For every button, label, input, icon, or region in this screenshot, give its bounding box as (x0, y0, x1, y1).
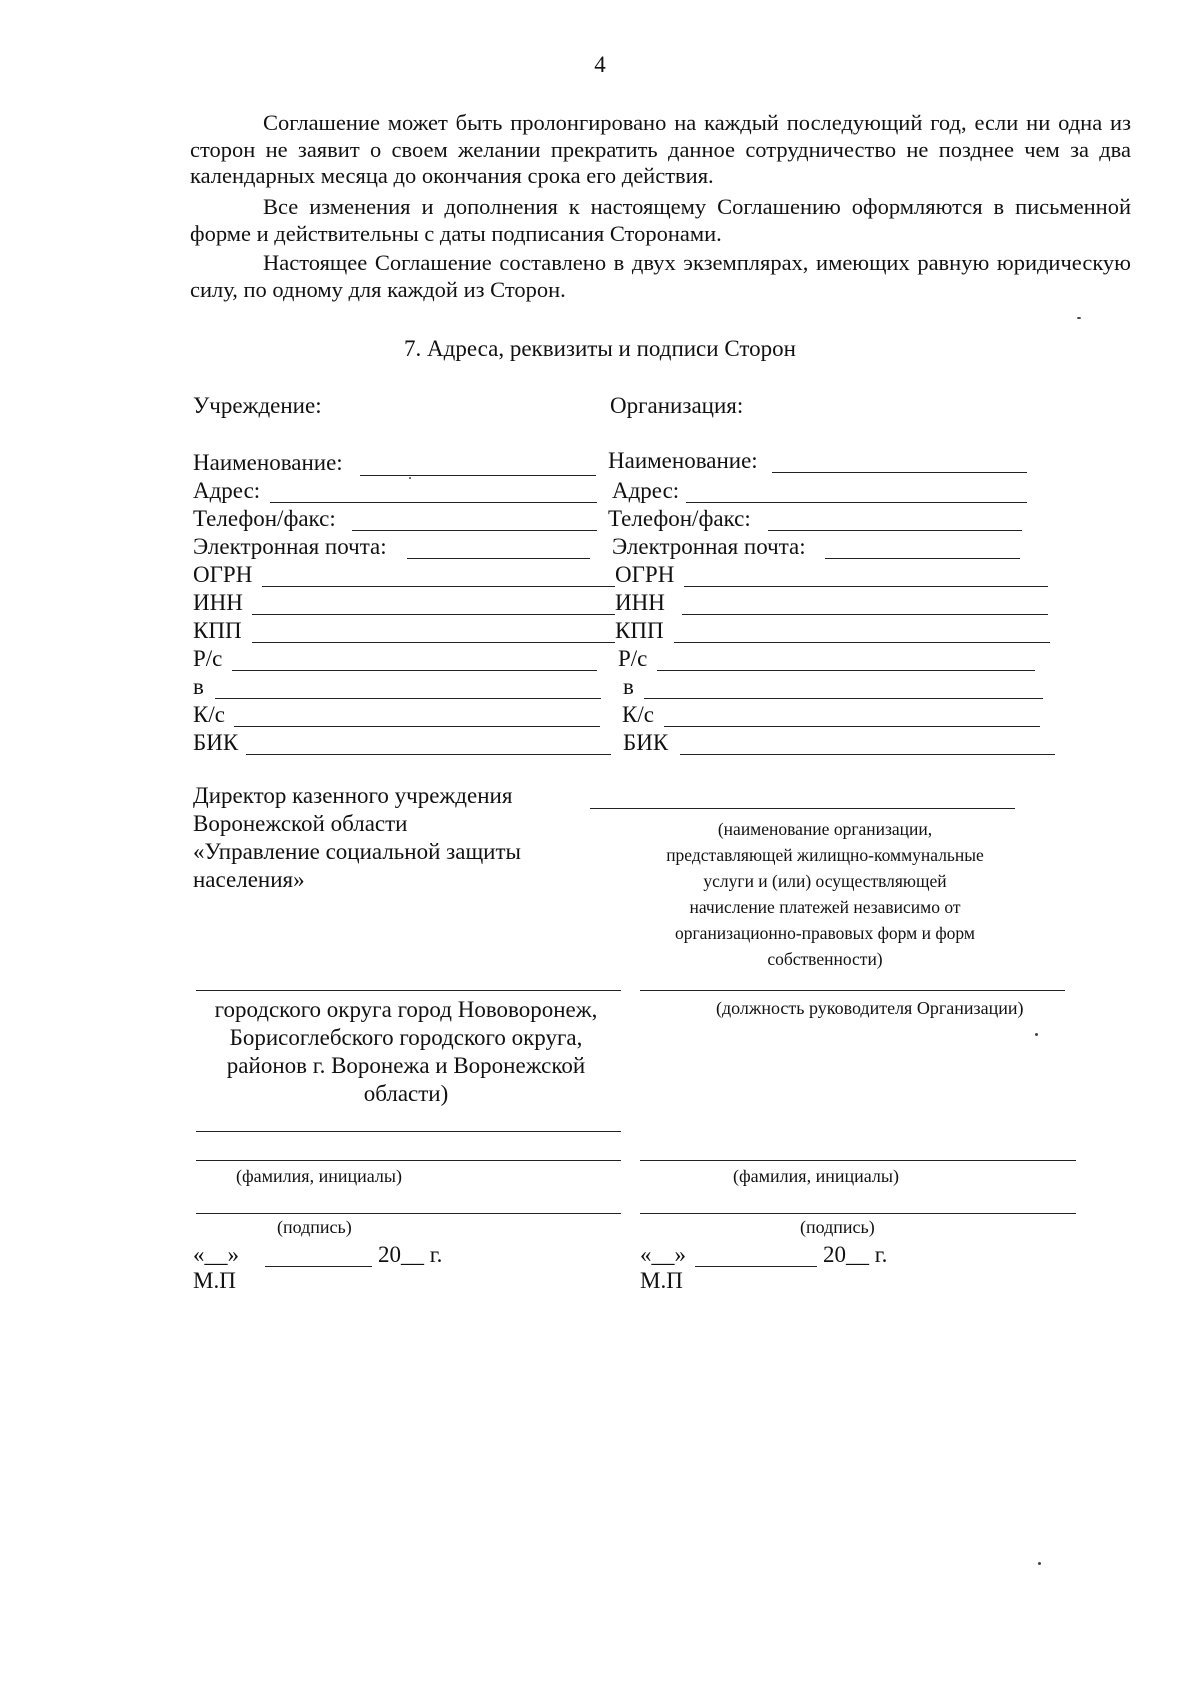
right-bank-line (644, 698, 1043, 699)
right-date-year: 20__ г. (823, 1242, 888, 1267)
page-number: 4 (594, 52, 606, 77)
right-date (640, 1242, 686, 1268)
right-kpp-line (674, 642, 1050, 643)
right-date-day: «__» (640, 1242, 686, 1267)
left-field-inn: ИНН (193, 590, 243, 615)
org-name-line (590, 808, 1015, 809)
left-director-block (193, 782, 521, 894)
left-address-line (270, 502, 597, 503)
org-name-caption (585, 816, 1065, 972)
org-caption-line-5: организационно-правовых форм и форм (675, 923, 975, 943)
right-field-bik: БИК (623, 730, 669, 755)
left-date (193, 1242, 239, 1268)
left-inn-line (252, 614, 615, 615)
right-signature-caption: (подпись) (800, 1217, 875, 1237)
left-district-block (193, 996, 619, 1108)
left-signature-caption: (подпись) (277, 1217, 352, 1237)
left-name-caption: (фамилия, инициалы) (236, 1166, 402, 1186)
right-field-phone: Телефон/факс: (608, 506, 751, 531)
director-line-1: Директор казенного учреждения (193, 783, 513, 808)
right-name-line (772, 472, 1027, 473)
director-line-2: Воронежской области (193, 811, 408, 836)
left-account-line (232, 670, 597, 671)
org-caption-line-4: начисление платежей независимо от (689, 897, 961, 917)
left-bik-line (246, 754, 611, 755)
right-field-kpp: КПП (615, 618, 664, 643)
right-field-account: Р/с (618, 646, 648, 671)
left-name-line-sig (196, 1160, 621, 1161)
left-date-year: 20__ г. (378, 1242, 443, 1267)
left-email-line (407, 558, 590, 559)
right-name-caption: (фамилия, инициалы) (733, 1166, 899, 1186)
left-field-name: Наименование: (193, 450, 343, 475)
director-line-3: «Управление социальной защиты (193, 839, 521, 864)
right-field-name: Наименование: (608, 448, 758, 473)
right-field-address: Адрес: (612, 478, 680, 503)
right-email-line (825, 558, 1020, 559)
right-corr-account-line (664, 726, 1040, 727)
left-corr-account-line (234, 726, 600, 727)
org-caption-line-3: услуги и (или) осуществляющей (703, 871, 947, 891)
left-blank-line (196, 1131, 621, 1132)
left-stamp: М.П (193, 1268, 236, 1293)
right-name-line-sig (640, 1160, 1076, 1161)
left-kpp-line (252, 642, 615, 643)
section-title: 7. Адреса, реквизиты и подписи Сторон (404, 336, 796, 361)
paragraph-amendments: Все изменения и дополнения к настоящему Соглашению оформляются в письменной форме и действительны с даты подписания Сторонами. (190, 194, 1131, 246)
right-ogrn-line (684, 586, 1048, 587)
right-field-ogrn: ОГРН (615, 562, 675, 587)
position-line (640, 990, 1065, 991)
left-bank-line (215, 698, 601, 699)
left-name-line (360, 475, 596, 476)
left-field-email: Электронная почта: (193, 534, 387, 559)
left-field-phone: Телефон/факс: (193, 506, 336, 531)
right-date-month-line (695, 1266, 817, 1267)
right-field-bank: в (623, 674, 634, 699)
left-field-bik: БИК (193, 730, 239, 755)
org-caption-line-1: (наименование организации, (717, 819, 933, 839)
right-stamp: М.П (640, 1268, 683, 1293)
right-inn-line (682, 614, 1048, 615)
right-bik-line (680, 754, 1055, 755)
district-line-1: городского округа город Нововоронеж, (214, 997, 598, 1022)
right-field-email: Электронная почта: (612, 534, 806, 559)
right-address-line (686, 502, 1027, 503)
org-caption-line-2: представляющей жилищно-коммунальные (666, 845, 984, 865)
district-line-4: области) (363, 1081, 449, 1106)
org-caption-line-6: собственности) (767, 949, 883, 969)
left-signature-line (196, 1213, 621, 1214)
left-district-top-line (196, 990, 621, 991)
director-line-4: населения» (193, 867, 305, 892)
left-field-account: Р/с (193, 646, 223, 671)
left-phone-line (352, 530, 597, 531)
right-phone-line (768, 530, 1022, 531)
left-ogrn-line (262, 586, 615, 587)
left-field-bank: в (193, 674, 204, 699)
left-date-day: «__» (193, 1242, 239, 1267)
paragraph-copies: Настоящее Соглашение составлено в двух экземплярах, имеющих равную юридическую силу, по одному для каждой из Сторон. (190, 250, 1131, 302)
position-caption: (должность руководителя Организации) (716, 998, 1024, 1018)
right-party-heading: Организация: (610, 393, 744, 418)
left-field-corr-account: К/с (193, 702, 225, 727)
right-signature-line (640, 1213, 1076, 1214)
right-field-corr-account: К/с (622, 702, 654, 727)
district-line-2: Борисоглебского городского округа, (229, 1025, 583, 1050)
left-party-heading: Учреждение: (193, 393, 322, 418)
left-field-address: Адрес: (193, 478, 261, 503)
left-field-kpp: КПП (193, 618, 242, 643)
left-field-ogrn: ОГРН (193, 562, 253, 587)
left-date-month-line (265, 1266, 372, 1267)
district-line-3: районов г. Воронежа и Воронежской (226, 1053, 586, 1078)
right-account-line (657, 670, 1035, 671)
right-field-inn: ИНН (615, 590, 665, 615)
paragraph-prolongation: Соглашение может быть пролонгировано на каждый последующий год, если ни одна из сторон не заявит о своем желании прекратить данное сотрудничество не позднее чем за два календарных месяца до окончания срока его действия. (190, 110, 1131, 188)
